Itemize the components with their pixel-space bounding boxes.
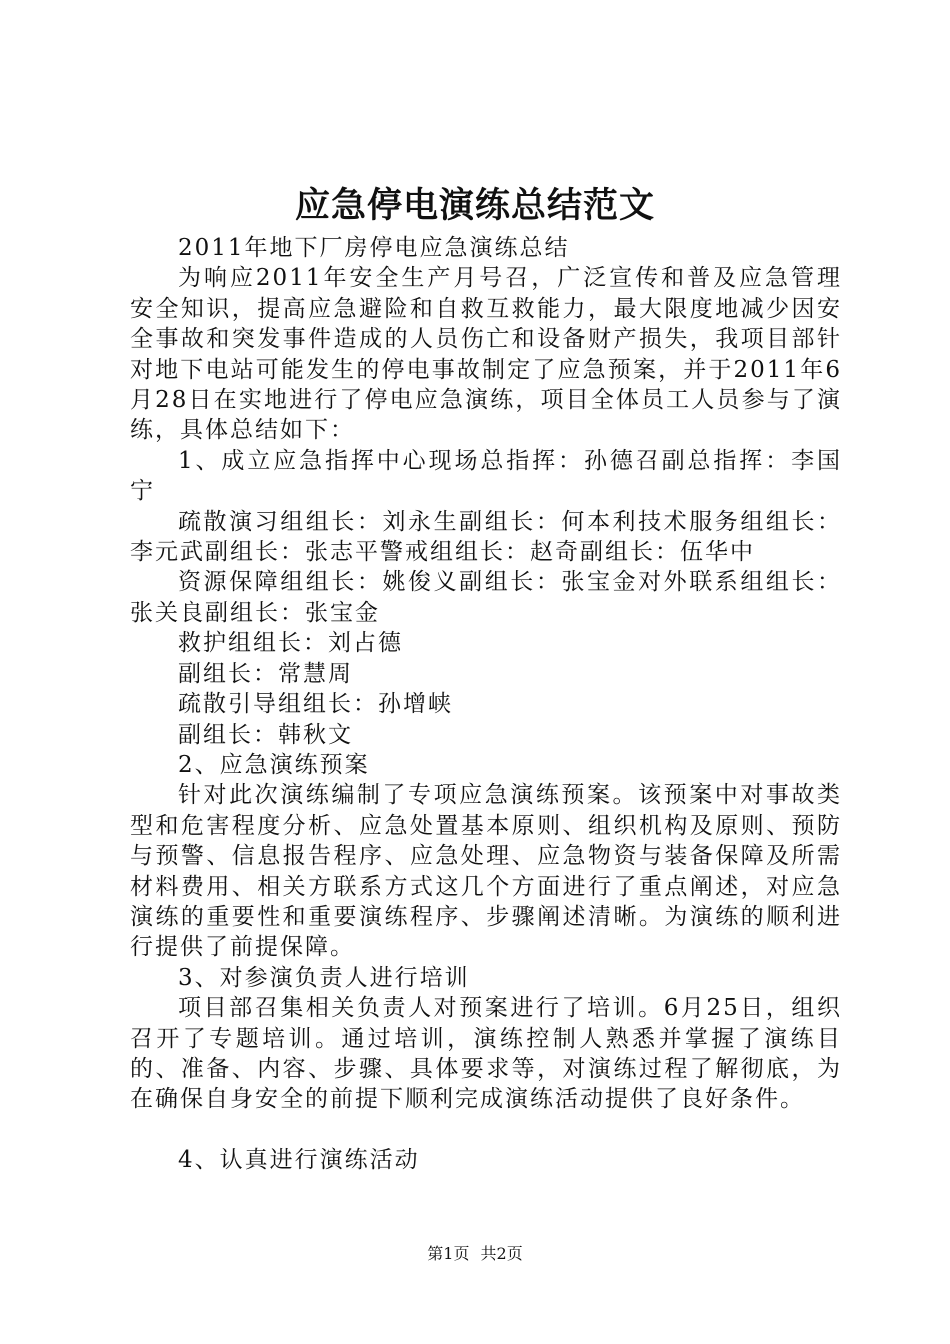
paragraph-heading: 2011年地下厂房停电应急演练总结 [178, 235, 570, 261]
paragraph-section-4: 4、认真进行演练活动 [178, 1146, 420, 1173]
paragraph-section-2: 2、应急演练预案 [178, 751, 370, 778]
paragraph-guidance-deputy: 副组长：韩秋文 [178, 721, 353, 748]
paragraph-training-details: 项目部召集相关负责人对预案进行了培训。6月25日，组织召开了专题培训。通过培训，演练控制人熟悉并掌握了演练目的、准备、内容、步骤、具体要求等，对演练过程了解彻底，为在确保自身安全的前提下顺利完成演练活动提供了良好条件。 [130, 995, 842, 1113]
paragraph-section-1: 1、成立应急指挥中心现场总指挥：孙德召副总指挥：李国宁 [130, 447, 842, 505]
paragraph-intro: 为响应2011年安全生产月号召，广泛宣传和普及应急管理安全知识，提高应急避险和自救互救能力，最大限度地减少因安全事故和突发事件造成的人员伤亡和设备财产损失，我项目部针对地下电站可能发生的停电事故制定了应急预案，并于2011年6月28日在实地进行了停电应急演练，项目全体员工人员参与了演练，具体总结如下： [130, 265, 842, 444]
paragraph-resource-groups: 资源保障组组长：姚俊义副组长：张宝金对外联系组组长：张关良副组长：张宝金 [130, 569, 842, 626]
document-body [130, 233, 842, 1175]
paragraph-section-3: 3、对参演负责人进行培训 [178, 964, 470, 991]
page-footer [0, 1243, 950, 1265]
page-number: 第1页 [427, 1244, 470, 1263]
paragraph-rescue-group: 救护组组长：刘占德 [178, 630, 403, 657]
document-title: 应急停电演练总结范文 [294, 185, 655, 226]
paragraph-plan-details: 针对此次演练编制了专项应急演练预案。该预案中对事故类型和危害程度分析、应急处置基本原则、组织机构及原则、预防与预警、信息报告程序、应急处理、应急物资与装备保障及所需材料费用、相关方联系方式这几个方面进行了重点阐述，对应急演练的重要性和重要演练程序、步骤阐述清晰。为演练的顺利进行提供了前提保障。 [130, 782, 842, 961]
paragraph-guidance-group: 疏散引导组组长：孙增峡 [178, 691, 453, 718]
paragraph-rescue-deputy: 副组长：常慧周 [178, 660, 353, 687]
paragraph-evacuation-groups: 疏散演习组组长：刘永生副组长：何本利技术服务组组长：李元武副组长：张志平警戒组组长：赵奇副组长：伍华中 [130, 508, 842, 566]
page-total: 共2页 [480, 1244, 523, 1263]
